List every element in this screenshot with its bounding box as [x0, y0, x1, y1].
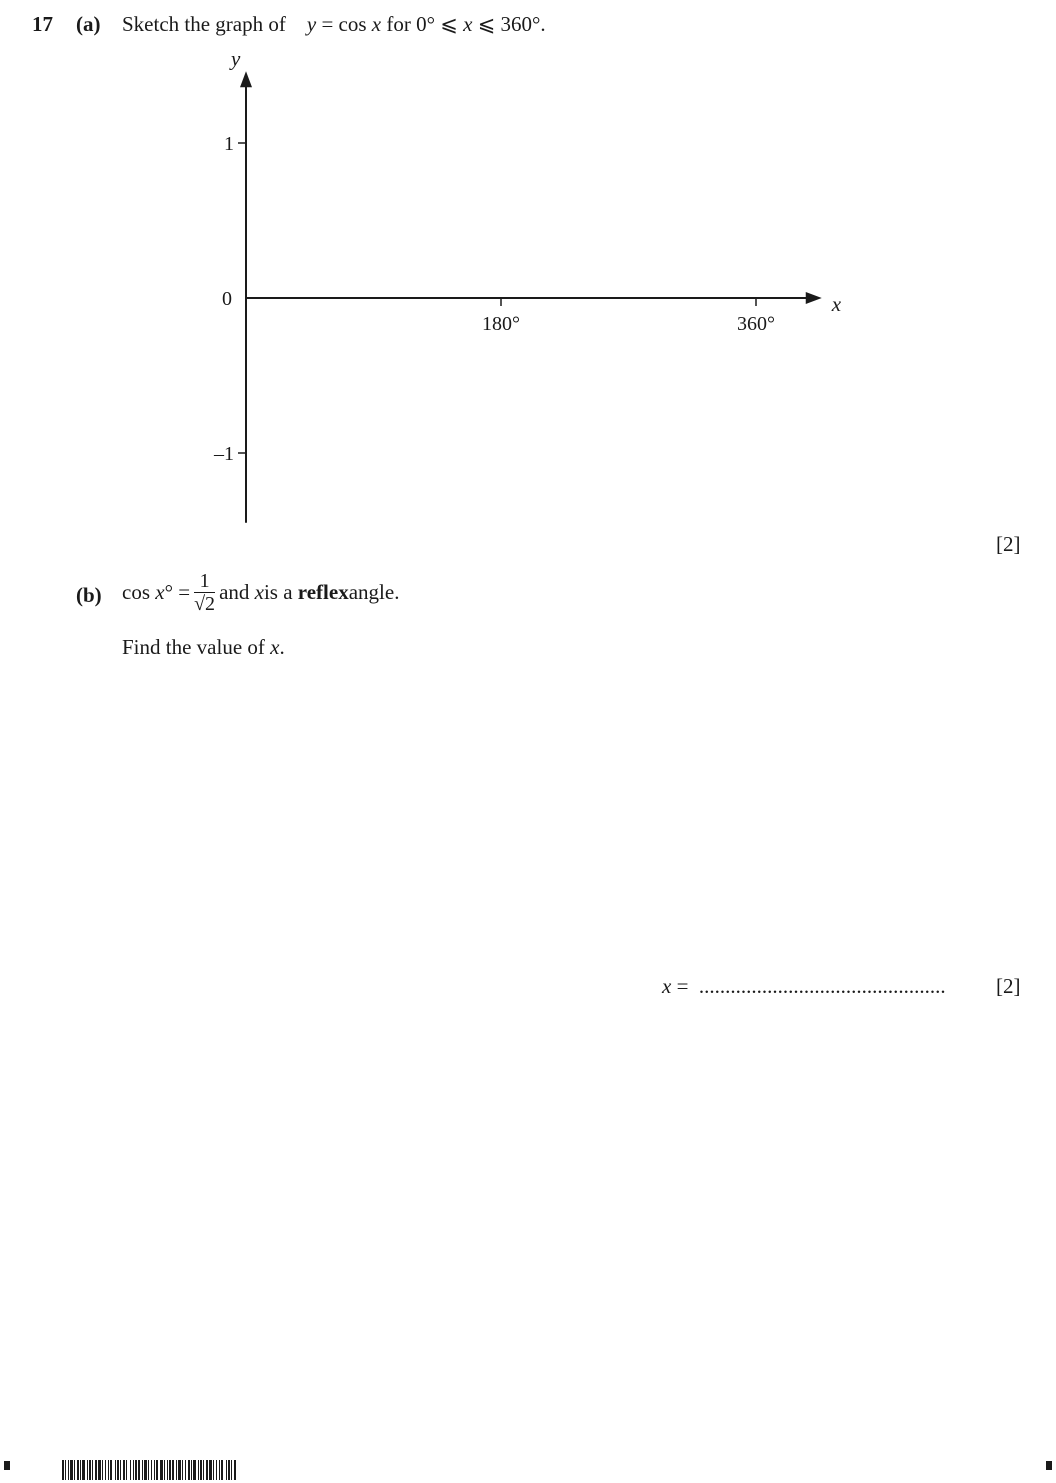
part-b-marks: [2] — [996, 974, 1021, 998]
barcode-bar — [62, 1460, 64, 1480]
barcode-bar — [154, 1460, 155, 1480]
answer-eq: = — [671, 974, 694, 998]
cos-prefix: cos — [122, 580, 150, 604]
barcode-bar — [117, 1460, 119, 1480]
cos-suffix: ° = — [164, 580, 191, 604]
after-bold: angle. — [348, 580, 400, 604]
barcode-bar — [105, 1460, 106, 1480]
barcode-bar — [135, 1460, 137, 1480]
barcode-bar — [198, 1460, 199, 1480]
barcode-bar — [209, 1460, 212, 1480]
range-end: ⩽ 360°. — [472, 12, 546, 36]
part-a-marks: [2] — [996, 532, 1021, 556]
barcode-bar — [228, 1460, 230, 1480]
barcode-bar — [182, 1460, 183, 1480]
barcode-bar — [80, 1460, 81, 1480]
barcode-bar — [226, 1460, 227, 1480]
reflex-word: reflex — [297, 580, 349, 604]
barcode-bar — [70, 1460, 73, 1480]
part-a-prompt-text: Sketch the graph of — [122, 12, 286, 36]
barcode-bar — [206, 1460, 208, 1480]
barcode-bar — [102, 1460, 103, 1480]
cosine-sketch-axes[interactable] — [0, 0, 1056, 560]
fraction-numerator: 1 — [194, 570, 215, 593]
barcode-bar — [231, 1460, 232, 1480]
barcode-bar — [169, 1460, 171, 1480]
barcode-bar — [130, 1460, 131, 1480]
part-b-label: (b) — [76, 583, 102, 607]
barcode-bar — [185, 1460, 186, 1480]
after-frac-2: is a — [263, 580, 293, 604]
x-axis-arrow — [806, 292, 822, 304]
barcode-bar — [92, 1460, 93, 1480]
barcode-bar — [160, 1460, 163, 1480]
equation-rest: = cos — [316, 12, 367, 36]
part-b-statement — [122, 570, 399, 615]
answer-dots[interactable]: ............................................... — [698, 974, 946, 998]
after-frac-1: and — [219, 580, 250, 604]
equation-x: x — [371, 12, 382, 36]
barcode-bar — [133, 1460, 134, 1480]
answer-line[interactable] — [662, 976, 946, 997]
fraction-one-over-root-two — [194, 570, 215, 615]
barcode-bar — [156, 1460, 158, 1480]
barcode-bar — [234, 1460, 236, 1480]
y-tick-label: 1 — [224, 133, 234, 155]
barcode-bar — [219, 1460, 220, 1480]
barcode-bar — [164, 1460, 165, 1480]
barcode-bar — [108, 1460, 109, 1480]
barcode-bar — [148, 1460, 149, 1480]
x-tick-label: 360° — [737, 313, 775, 335]
range-x: x — [463, 12, 473, 36]
barcode-bar — [110, 1460, 112, 1480]
barcode-bar — [89, 1460, 91, 1480]
barcode-bar — [68, 1460, 69, 1480]
question-number: 17 — [32, 12, 53, 36]
barcode — [62, 1460, 424, 1480]
barcode-bar — [115, 1460, 116, 1480]
barcode-bar — [213, 1460, 214, 1480]
barcode-bar — [221, 1460, 223, 1480]
after-frac-var: x — [254, 580, 264, 604]
barcode-bar — [188, 1460, 190, 1480]
x-tick-label: 180° — [482, 313, 520, 335]
barcode-bar — [120, 1460, 121, 1480]
barcode-bar — [123, 1460, 125, 1480]
barcode-bar — [176, 1460, 177, 1480]
barcode-bar — [200, 1460, 202, 1480]
barcode-bar — [87, 1460, 88, 1480]
y-axis-label: y — [231, 46, 241, 71]
equation-y: y — [306, 12, 317, 36]
barcode-bar — [167, 1460, 168, 1480]
barcode-bar — [172, 1460, 174, 1480]
instruction-prefix: Find the value of — [122, 635, 271, 659]
part-b-instruction — [122, 637, 285, 658]
instruction-var: x — [270, 635, 280, 659]
cos-var: x — [155, 580, 165, 604]
fraction-denominator: √2 — [194, 593, 216, 615]
corner-mark-left — [4, 1461, 10, 1470]
part-a-label: (a) — [76, 12, 101, 36]
origin-label: 0 — [222, 288, 232, 310]
barcode-bar — [82, 1460, 85, 1480]
barcode-bar — [98, 1460, 101, 1480]
barcode-bar — [191, 1460, 192, 1480]
barcode-bar — [138, 1460, 140, 1480]
corner-mark-right — [1046, 1461, 1052, 1470]
barcode-bar — [144, 1460, 147, 1480]
barcode-bar — [151, 1460, 152, 1480]
x-axis-label: x — [831, 292, 842, 316]
barcode-bar — [178, 1460, 181, 1480]
y-tick-label: –1 — [214, 443, 234, 465]
y-axis-arrow — [240, 71, 252, 87]
barcode-bar — [216, 1460, 217, 1480]
barcode-bar — [77, 1460, 79, 1480]
range-text: for 0° ⩽ — [381, 12, 464, 36]
barcode-bar — [65, 1460, 66, 1480]
instruction-suffix: . — [279, 635, 285, 659]
answer-var: x — [662, 974, 672, 998]
barcode-bar — [95, 1460, 97, 1480]
barcode-bar — [203, 1460, 204, 1480]
barcode-bar — [126, 1460, 127, 1480]
barcode-bar — [142, 1460, 143, 1480]
barcode-bar — [74, 1460, 75, 1480]
barcode-bar — [193, 1460, 196, 1480]
